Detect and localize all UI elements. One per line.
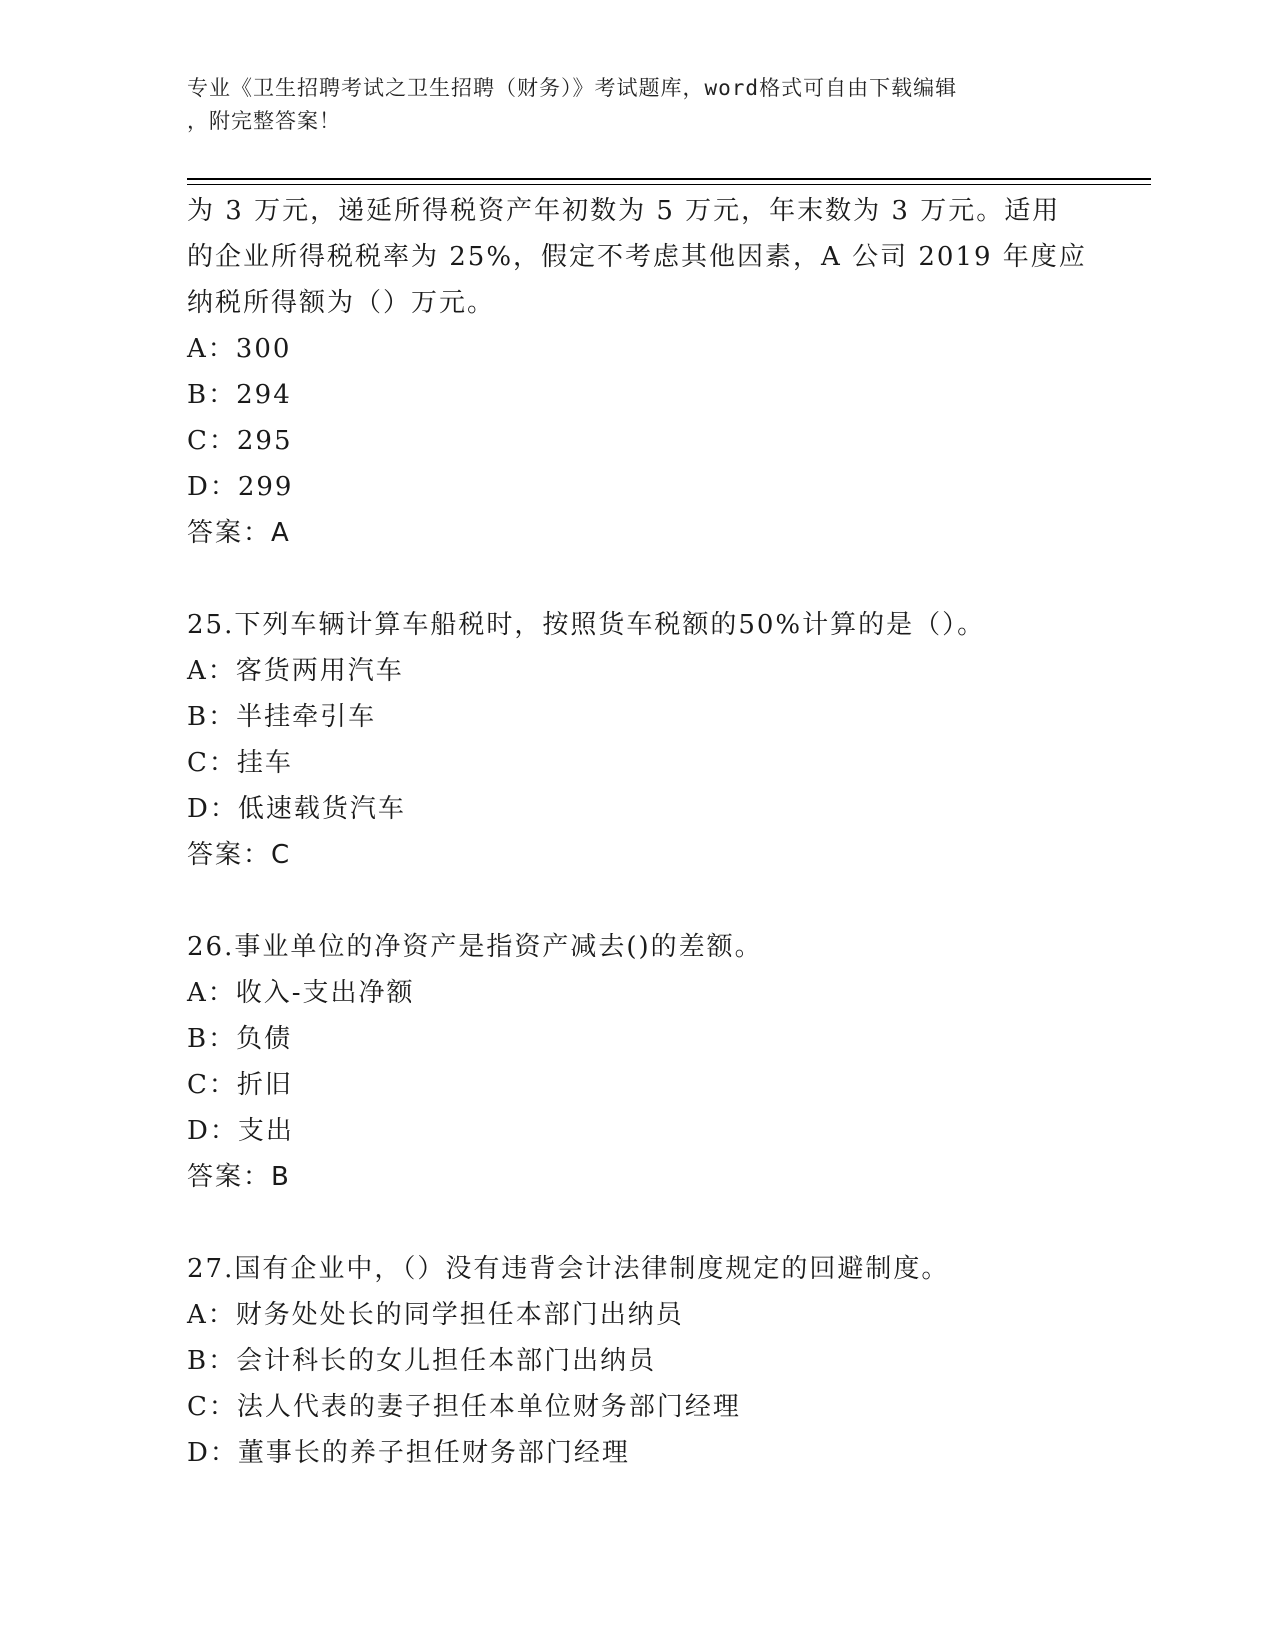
option-b: B：负债 (187, 1024, 293, 1054)
answer-line: 答案：C (187, 840, 292, 870)
option-b: B：会计科长的女儿担任本部门出纳员 (187, 1346, 657, 1376)
option-a: A：客货两用汽车 (187, 656, 404, 686)
question-25 (187, 602, 1067, 878)
option-c: C：挂车 (187, 748, 293, 778)
spacer (187, 556, 1067, 602)
option-d: D：董事长的养子担任财务部门经理 (187, 1438, 630, 1468)
document-header (187, 72, 1067, 138)
question-27 (187, 1246, 1067, 1476)
question-text-line: 的企业所得税税率为 25%，假定不考虑其他因素，A 公司 2019 年度应 (187, 242, 1087, 272)
option-a: A：收入-支出净额 (187, 978, 415, 1008)
question-text: 25.下列车辆计算车船税时，按照货车税额的50%计算的是（）。 (187, 610, 986, 640)
header-line-2: ，附完整答案！ (187, 109, 341, 133)
answer-line: 答案：A (187, 518, 291, 548)
answer-line: 答案：B (187, 1162, 291, 1192)
option-d: D：低速载货汽车 (187, 794, 406, 824)
header-line-1: 专业《卫生招聘考试之卫生招聘（财务）》考试题库，word格式可自由下载编辑 (187, 76, 958, 100)
option-c: C：折旧 (187, 1070, 293, 1100)
option-b: B：半挂牵引车 (187, 702, 377, 732)
question-text-line: 为 3 万元，递延所得税资产年初数为 5 万元，年末数为 3 万元。适用 (187, 196, 1061, 226)
question-text-line: 纳税所得额为（）万元。 (187, 288, 496, 318)
question-text: 27.国有企业中，（）没有违背会计法律制度规定的回避制度。 (187, 1254, 950, 1284)
option-b: B：294 (187, 380, 292, 410)
option-c: C：法人代表的妻子担任本单位财务部门经理 (187, 1392, 741, 1422)
option-d: D：299 (187, 472, 294, 502)
spacer (187, 1200, 1067, 1246)
option-c: C：295 (187, 426, 293, 456)
option-a: A：财务处处长的同学担任本部门出纳员 (187, 1300, 684, 1330)
header-divider-thick (187, 178, 1151, 180)
question-list (187, 188, 1087, 1476)
header-divider-thin (187, 184, 1151, 185)
question-24 (187, 188, 1087, 556)
question-text: 26.事业单位的净资产是指资产减去()的差额。 (187, 932, 763, 962)
spacer (187, 878, 1067, 924)
option-a: A：300 (187, 334, 292, 364)
option-d: D：支出 (187, 1116, 294, 1146)
question-26 (187, 924, 1067, 1200)
